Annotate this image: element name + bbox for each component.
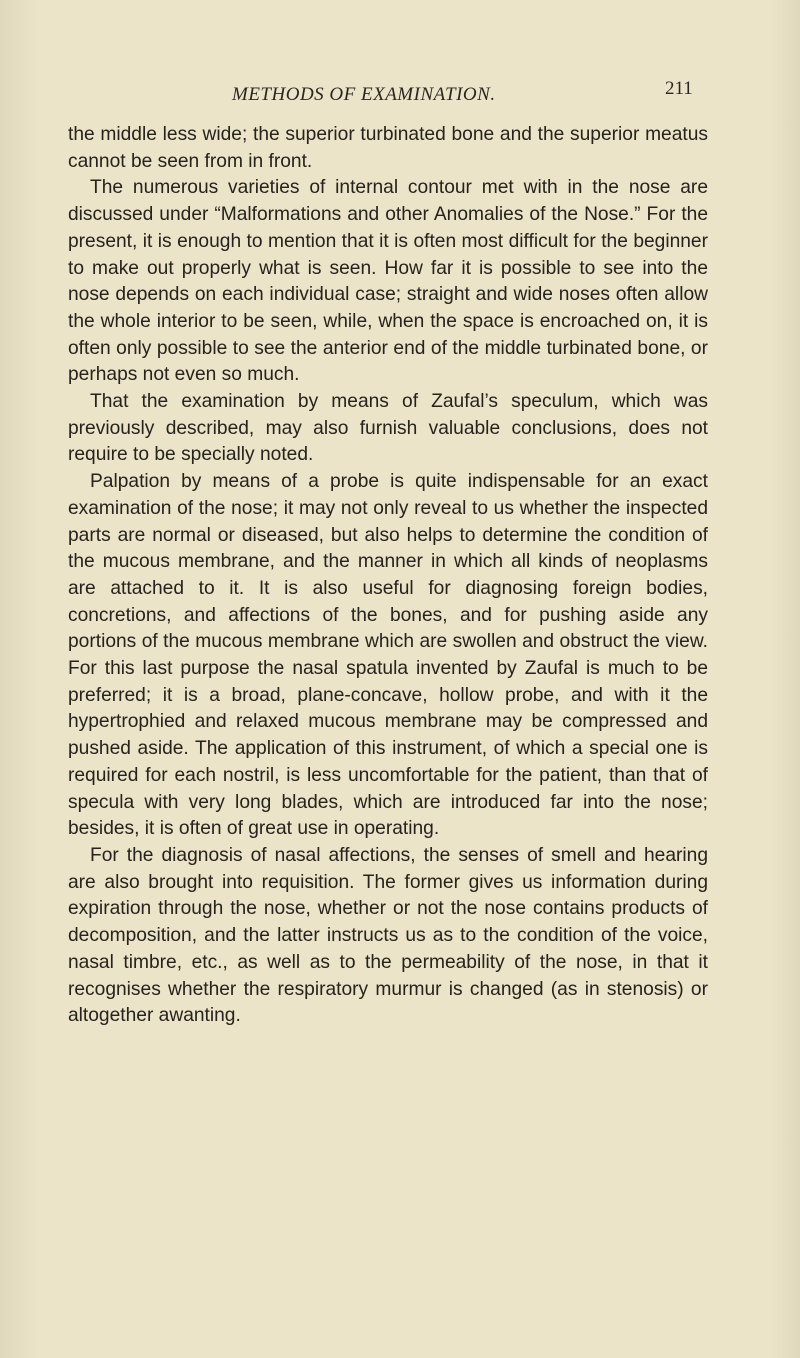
paragraph-continued: the middle less wide; the superior turbinated bone and the superior meatus cannot be seen from in front. bbox=[68, 124, 708, 172]
paragraph-smell-hearing: For the diagnosis of nasal affections, the senses of smell and hearing are also brought into requisition. The former gives us information during expiration through the nose, whether or not the nose contains products of decomposition, and the latter instructs us as to the condition of the voice, nasal timbre, etc., as well as to the permeability of the nose, in that it recognises whether the respiratory murmur is changed (as in stenosis) or altogether awanting. bbox=[68, 844, 708, 1027]
page-number: 211 bbox=[665, 78, 693, 99]
paragraph-palpation: Palpation by means of a probe is quite indispensable for an exact examination of the nose; it may not only reveal to us whether the inspected parts are normal or diseased, but also helps to determine the condition of the mucous membrane, and the manner in which all kinds of neoplasms are attached to it. It is also useful for diagnosing foreign bodies, concretions, and affections of the bones, and for pushing aside any portions of the mucous membrane which are swollen and obstruct the view. For this last purpose the nasal spatula invented by Zaufal is much to be preferred; it is a broad, plane-concave, hollow probe, and with it the hypertrophied and relaxed mucous membrane may be compressed and pushed aside. The application of this instrument, of which a special one is required for each nostril, is less uncomfortable for the patient, than that of specula with very long blades, which are introduced far into the nose; besides, it is often of great use in operating. bbox=[68, 471, 708, 840]
paragraph-contour-varieties: The numerous varieties of internal contour met with in the nose are discussed under “Malformations and other Anomalies of the Nose.” For the present, it is enough to mention that it is often most difficult for the beginner to make out properly what is seen. How far it is possible to see into the nose depends on each individual case; straight and wide noses often allow the whole interior to be seen, while, when the space is encroached on, it is often only possible to see the anterior end of the middle turbinated bone, or perhaps not even so much. bbox=[68, 177, 708, 386]
paragraph-zaufal-speculum: That the examination by means of Zaufal’s speculum, which was previously described, may also furnish valuable conclusions, does not require to be specially noted. bbox=[68, 391, 708, 466]
body-text bbox=[68, 122, 708, 1030]
running-title: METHODS OF EXAMINATION. bbox=[232, 84, 496, 105]
running-head bbox=[0, 78, 800, 114]
